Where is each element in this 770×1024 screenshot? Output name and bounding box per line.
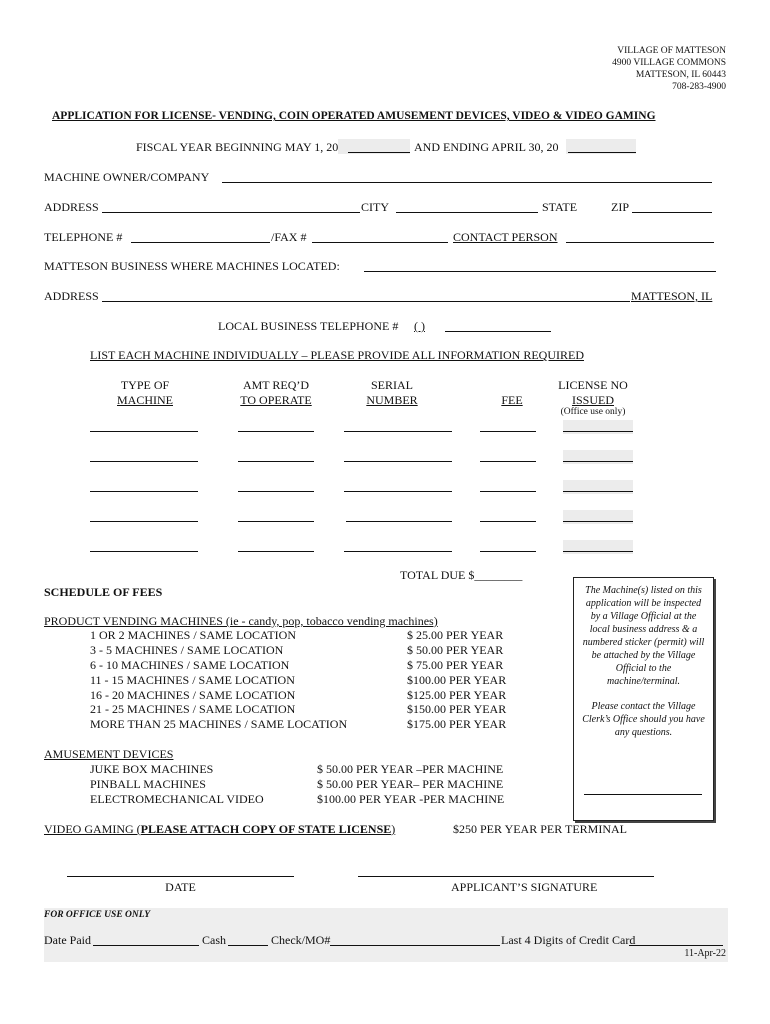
machine-fee-field[interactable] bbox=[480, 551, 536, 552]
date-paid-label: Date Paid bbox=[44, 933, 91, 947]
machine-type-field[interactable] bbox=[90, 431, 198, 432]
contact-person-field[interactable] bbox=[566, 242, 714, 243]
note-signature-line[interactable] bbox=[584, 794, 702, 795]
machine-license-field[interactable] bbox=[563, 491, 633, 492]
vending-machines-title: PRODUCT VENDING MACHINES (ie - candy, pop, tobacco vending machines) bbox=[44, 614, 438, 628]
col-amount-header: AMT REQ’D TO OPERATE bbox=[240, 378, 312, 407]
machine-type-field[interactable] bbox=[90, 551, 198, 552]
fax-label: /FAX # bbox=[271, 230, 307, 244]
machine-owner-field[interactable] bbox=[222, 182, 712, 183]
machine-amount-field[interactable] bbox=[238, 521, 314, 522]
machine-amount-field[interactable] bbox=[238, 491, 314, 492]
machine-serial-field[interactable] bbox=[344, 461, 452, 462]
check-number-field[interactable] bbox=[330, 945, 500, 946]
applicant-signature-label: APPLICANT’S SIGNATURE bbox=[451, 880, 598, 894]
machine-owner-label: MACHINE OWNER/COMPANY bbox=[44, 170, 210, 184]
address-line: MATTESON, IL 60443 bbox=[635, 70, 726, 80]
address-line: 708-283-4900 bbox=[672, 82, 726, 92]
business-city-label: MATTESON, IL bbox=[631, 289, 713, 303]
date-field[interactable] bbox=[67, 876, 294, 877]
machine-amount-field[interactable] bbox=[238, 461, 314, 462]
fiscal-start-label: FISCAL YEAR BEGINNING MAY 1, 20 bbox=[136, 140, 339, 154]
fiscal-start-year-field[interactable] bbox=[348, 152, 410, 153]
owner-city-field[interactable] bbox=[396, 212, 538, 213]
col-fee-header: FEE bbox=[501, 393, 523, 407]
fiscal-end-label: AND ENDING APRIL 30, 20 bbox=[414, 140, 559, 154]
owner-zip-field[interactable] bbox=[632, 212, 712, 213]
machine-serial-field[interactable] bbox=[344, 551, 452, 552]
fiscal-end-year-field[interactable] bbox=[568, 152, 636, 153]
amusement-devices-title: AMUSEMENT DEVICES bbox=[44, 747, 174, 761]
machine-fee-field[interactable] bbox=[480, 461, 536, 462]
applicant-signature-field[interactable] bbox=[358, 876, 654, 877]
machine-license-field[interactable] bbox=[563, 431, 633, 432]
local-phone-label: LOCAL BUSINESS TELEPHONE # bbox=[218, 319, 399, 333]
contact-person-label: CONTACT PERSON bbox=[453, 230, 558, 244]
schedule-of-fees-title: SCHEDULE OF FEES bbox=[44, 585, 163, 599]
address-line: VILLAGE OF MATTESON bbox=[617, 46, 726, 56]
video-gaming-label: VIDEO GAMING (PLEASE ATTACH COPY OF STATE LICENSE) bbox=[44, 822, 396, 836]
total-due-field[interactable]: TOTAL DUE $________ bbox=[400, 568, 523, 582]
date-label: DATE bbox=[165, 880, 196, 894]
revision-date: 11-Apr-22 bbox=[684, 948, 726, 959]
office-use-title: FOR OFFICE USE ONLY bbox=[44, 910, 151, 920]
machine-serial-field[interactable] bbox=[344, 431, 452, 432]
col-type-header: TYPE OF MACHINE bbox=[117, 378, 173, 407]
machine-fee-field[interactable] bbox=[480, 431, 536, 432]
owner-zip-label: ZIP bbox=[611, 200, 629, 214]
machine-list-instruction: LIST EACH MACHINE INDIVIDUALLY – PLEASE PROVIDE ALL INFORMATION REQUIRED bbox=[90, 348, 584, 362]
machine-type-field[interactable] bbox=[90, 521, 198, 522]
local-phone-field[interactable] bbox=[445, 331, 551, 332]
col-serial-header: SERIAL NUMBER bbox=[366, 378, 418, 407]
address-line: 4900 VILLAGE COMMONS bbox=[612, 58, 726, 68]
village-address-block bbox=[612, 45, 726, 93]
owner-city-label: CITY bbox=[361, 200, 389, 214]
machine-type-field[interactable] bbox=[90, 491, 198, 492]
office-use-only-note: (Office use only) bbox=[560, 407, 626, 417]
credit-card-label: Last 4 Digits of Credit Card bbox=[501, 933, 636, 947]
telephone-field[interactable] bbox=[131, 242, 270, 243]
cash-label: Cash bbox=[202, 933, 226, 947]
video-gaming-price: $250 PER YEAR PER TERMINAL bbox=[453, 822, 628, 836]
machine-serial-field[interactable] bbox=[344, 491, 452, 492]
owner-state-label: STATE bbox=[542, 200, 578, 214]
machine-serial-field[interactable] bbox=[346, 521, 452, 522]
business-location-field[interactable] bbox=[364, 271, 716, 272]
machine-fee-field[interactable] bbox=[480, 521, 536, 522]
machine-type-field[interactable] bbox=[90, 461, 198, 462]
telephone-label: TELEPHONE # bbox=[44, 230, 123, 244]
machine-amount-field[interactable] bbox=[238, 551, 314, 552]
col-license-header: LICENSE NO ISSUED bbox=[558, 378, 628, 407]
inspection-note-text: The Machine(s) listed on this application will be inspected by a Village Official at the local business address & a numbered sticker (permit) will be attached by the Village Official to the machine/terminal. bbox=[582, 585, 705, 687]
business-address-field[interactable] bbox=[102, 301, 630, 302]
date-paid-field[interactable] bbox=[93, 945, 199, 946]
machine-license-field[interactable] bbox=[563, 461, 633, 462]
form-title: APPLICATION FOR LICENSE- VENDING, COIN OPERATED AMUSEMENT DEVICES, VIDEO & VIDEO GAMING bbox=[52, 110, 656, 122]
local-phone-area-code[interactable]: ( ) bbox=[414, 319, 425, 333]
contact-note-text: Please contact the Village Clerk’s Office should you have any questions. bbox=[582, 701, 705, 738]
inspection-note-box bbox=[573, 577, 714, 821]
cash-field[interactable] bbox=[228, 945, 268, 946]
machine-fee-field[interactable] bbox=[480, 491, 536, 492]
owner-address-field[interactable] bbox=[102, 212, 360, 213]
machine-amount-field[interactable] bbox=[238, 431, 314, 432]
machine-license-field[interactable] bbox=[563, 551, 633, 552]
credit-card-field[interactable] bbox=[629, 945, 723, 946]
business-location-label: MATTESON BUSINESS WHERE MACHINES LOCATED: bbox=[44, 259, 340, 273]
check-label: Check/MO# bbox=[271, 933, 331, 947]
business-address-label: ADDRESS bbox=[44, 289, 99, 303]
fax-field[interactable] bbox=[312, 242, 448, 243]
machine-license-field[interactable] bbox=[563, 521, 633, 522]
owner-address-label: ADDRESS bbox=[44, 200, 99, 214]
